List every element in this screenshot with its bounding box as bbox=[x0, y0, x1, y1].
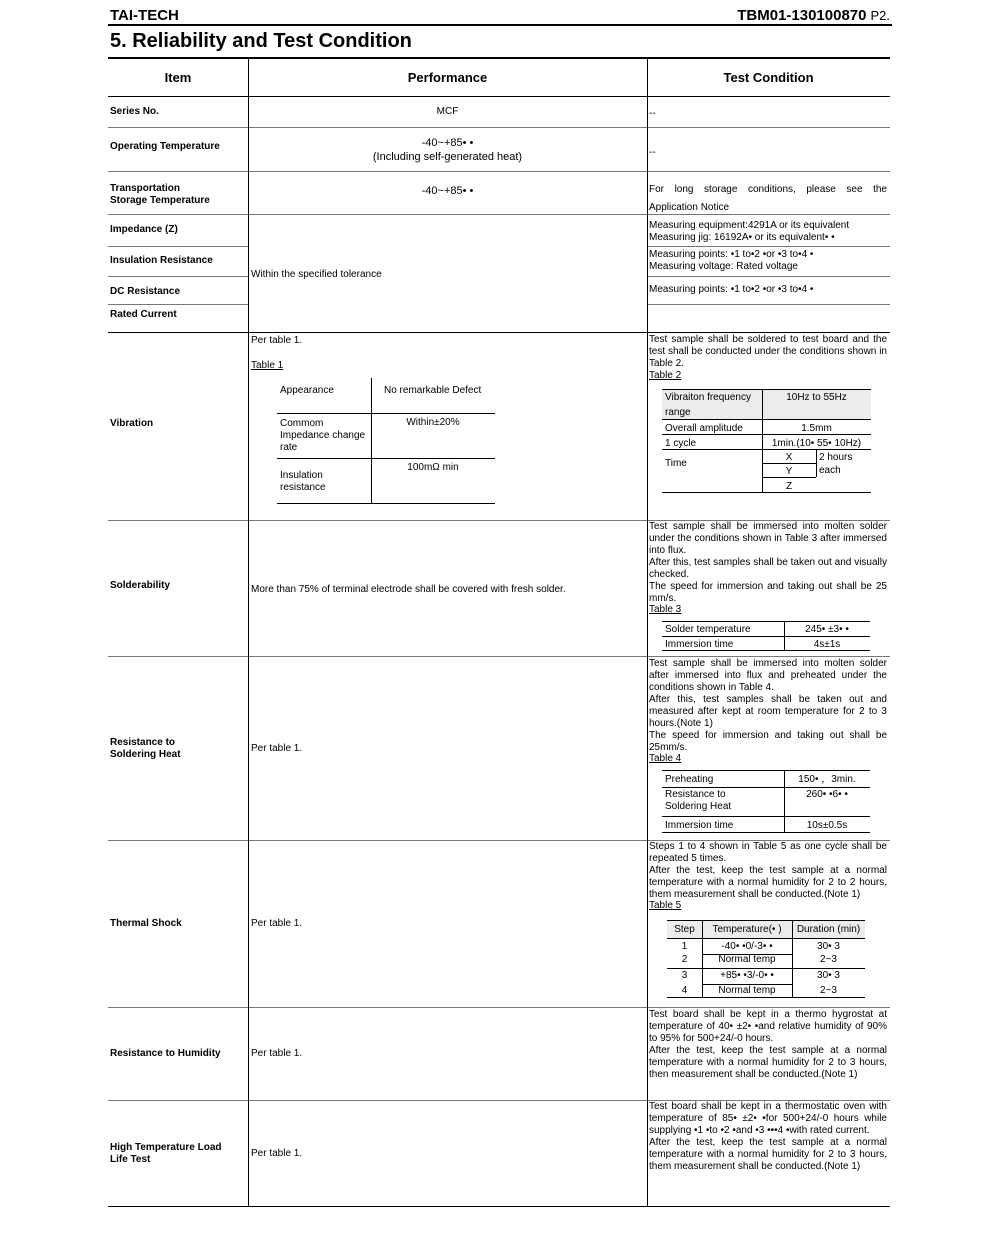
row-divider bbox=[108, 656, 890, 657]
table5-step: 4 bbox=[681, 985, 688, 996]
table5-step: 3 bbox=[681, 970, 688, 981]
table4-resistance-line2: Soldering Heat bbox=[665, 801, 732, 812]
item-dc-resistance: DC Resistance bbox=[110, 286, 181, 297]
table1-insulation bbox=[280, 470, 326, 494]
column-header-item: Item bbox=[164, 70, 192, 85]
test-vibration: Test sample shall be soldered to test board and the test shall be conducted under the conditions shown in Table 2. bbox=[649, 334, 887, 369]
table2-label: Table 2 bbox=[649, 370, 682, 381]
item-transportation-storage bbox=[110, 183, 210, 207]
row-divider bbox=[647, 276, 890, 277]
table5-header-duration: Duration (min) bbox=[796, 924, 861, 935]
table1-insulation-line1: Insulation bbox=[280, 470, 323, 481]
table-top-border bbox=[108, 57, 890, 59]
page-number: P2. bbox=[870, 8, 890, 23]
table1-divider bbox=[371, 378, 372, 503]
row-divider bbox=[108, 246, 248, 247]
test-solderability-line2: After this, test samples shall be taken out and visually checked. bbox=[649, 557, 887, 580]
item-rated-current: Rated Current bbox=[110, 309, 177, 320]
item-storage-temperature: Storage Temperature bbox=[110, 195, 210, 206]
table1-impedance-line2: Impedance change bbox=[280, 430, 366, 441]
table-bottom-border bbox=[108, 1206, 890, 1207]
table4-preheating: Preheating bbox=[665, 774, 714, 785]
table5-step: 2 bbox=[681, 954, 688, 965]
row-divider bbox=[108, 1007, 890, 1008]
performance-humidity: Per table 1. bbox=[251, 1048, 303, 1059]
table5-header-step: Step bbox=[674, 924, 695, 935]
table4-rule bbox=[662, 832, 870, 833]
table5-temperature: -40• •0/-3• • bbox=[721, 941, 773, 952]
table2-cycle-value: 1min.(10• 55• 10Hz) bbox=[771, 438, 862, 449]
table1-rule bbox=[277, 413, 495, 414]
column-divider bbox=[647, 57, 648, 1207]
table5-temperature: Normal temp bbox=[718, 985, 776, 996]
table5-rule bbox=[667, 938, 865, 939]
test-solderability-line1: Test sample shall be immersed into molten solder under the conditions shown in Table 3 after immersed into flux. bbox=[649, 521, 887, 556]
table1-impedance-value: Within±20% bbox=[406, 417, 460, 428]
table5-label: Table 5 bbox=[649, 900, 682, 911]
test-thermal-shock-line2: After the test, keep the test sample at a normal temperature with a normal humidity for 2 to 2 hours, them measurement shall be conducted.(Note 1) bbox=[649, 865, 887, 900]
table2-cycle: 1 cycle bbox=[665, 438, 697, 449]
table5-rule bbox=[667, 920, 865, 921]
row-divider bbox=[108, 332, 890, 333]
table5-rule bbox=[667, 968, 865, 969]
test-humidity-line1: Test board shall be kept in a thermo hygrostat at temperature of 40• ±2• •and relative humidity of 90% to 95% for 500+24/-0 hours. bbox=[649, 1009, 887, 1044]
table2-hours-line1: 2 hours bbox=[819, 452, 853, 463]
table4-preheating-value: 150• ，3min. bbox=[798, 774, 856, 785]
test-impedance-jig: Measuring jig: 16192A• or its equivalent• • bbox=[649, 232, 835, 243]
table2-amplitude: Overall amplitude bbox=[665, 423, 743, 434]
table2-hours bbox=[819, 451, 852, 477]
test-impedance-equipment: Measuring equipment:4291A or its equivalent bbox=[649, 220, 850, 231]
table3-rule bbox=[662, 621, 870, 622]
test-storage-line2: Application Notice bbox=[649, 202, 730, 213]
table3-temperature-value: 245• ±3• • bbox=[805, 624, 849, 635]
item-soldering-heat bbox=[110, 737, 181, 761]
item-insulation-resistance: Insulation Resistance bbox=[110, 255, 213, 266]
header-rule bbox=[108, 24, 892, 26]
header-bottom-border bbox=[108, 96, 890, 97]
test-soldering-heat-line3: The speed for immersion and taking out shall be 25mm/s. bbox=[649, 730, 887, 753]
table1-insulation-line2: resistance bbox=[280, 482, 326, 493]
performance-operating-note: (Including self-generated heat) bbox=[372, 151, 523, 163]
table1-appearance-value: No remarkable Defect bbox=[384, 385, 482, 396]
table4-rule bbox=[662, 816, 870, 817]
item-soldering-heat-line2: Soldering Heat bbox=[110, 749, 181, 760]
test-storage-line1: For long storage conditions, please see the bbox=[649, 184, 887, 195]
table4-rule bbox=[662, 770, 870, 771]
table3-temperature: Solder temperature bbox=[665, 624, 751, 635]
table1-rule bbox=[277, 458, 495, 459]
row-divider bbox=[108, 127, 890, 128]
performance-vibration-per-table: Per table 1. bbox=[251, 335, 303, 346]
performance-storage-temperature: -40~+85• • bbox=[421, 185, 474, 197]
table2-amplitude-value: 1.5mm bbox=[801, 423, 832, 434]
table3-immersion-value: 4s±1s bbox=[813, 639, 841, 650]
table3-immersion-time: Immersion time bbox=[665, 639, 734, 650]
document-number-text: TBM01-130100870 bbox=[737, 7, 867, 24]
item-life-test-line2: Life Test bbox=[110, 1154, 151, 1165]
performance-operating-temperature bbox=[248, 136, 647, 164]
test-soldering-heat bbox=[649, 658, 887, 754]
item-operating-temperature: Operating Temperature bbox=[110, 141, 220, 152]
test-series-no: -- bbox=[649, 108, 656, 119]
table1-impedance-line3: rate bbox=[280, 442, 298, 453]
table4-resistance-line1: Resistance to bbox=[665, 789, 726, 800]
column-header-test-condition: Test Condition bbox=[723, 70, 814, 85]
test-insulation-points: Measuring points: •1 to•2 •or •3 to•4 • bbox=[649, 249, 814, 260]
test-solderability-line3: The speed for immersion and taking out shall be 25 mm/s. bbox=[649, 581, 887, 604]
table2-time: Time bbox=[665, 458, 687, 469]
item-vibration: Vibration bbox=[110, 418, 154, 429]
table5-duration: 2~3 bbox=[820, 954, 837, 965]
table1-impedance-line1: Commom bbox=[280, 418, 324, 429]
table2-axis-z: Z bbox=[785, 481, 793, 492]
brand-name: TAI-TECH bbox=[110, 7, 179, 24]
test-soldering-heat-line2: After this, test samples shall be taken out and measured after kept at room temperature for 2 to 3 hours.(Note 1) bbox=[649, 694, 887, 729]
performance-operating-range: -40~+85• • bbox=[421, 137, 474, 149]
item-impedance: Impedance (Z) bbox=[110, 224, 178, 235]
page-title: 5. Reliability and Test Condition bbox=[110, 30, 412, 52]
table2-frequency bbox=[665, 390, 751, 420]
test-thermal-shock bbox=[649, 841, 887, 901]
performance-thermal-shock: Per table 1. bbox=[251, 918, 303, 929]
table2-axis-y: Y bbox=[785, 466, 793, 477]
table2-frequency-line2: range bbox=[665, 407, 691, 418]
test-solderability bbox=[649, 521, 887, 605]
row-divider bbox=[647, 304, 890, 305]
performance-soldering-heat: Per table 1. bbox=[251, 743, 303, 754]
performance-solderability: More than 75% of terminal electrode shall be covered with fresh solder. bbox=[251, 584, 566, 595]
test-storage-temperature bbox=[649, 181, 887, 217]
test-life bbox=[649, 1101, 887, 1173]
table5-temperature: +85• •3/-0• • bbox=[720, 970, 774, 981]
table3-rule bbox=[662, 636, 870, 637]
test-insulation-voltage: Measuring voltage: Rated voltage bbox=[649, 261, 798, 272]
table5-temperature: Normal temp bbox=[718, 954, 776, 965]
test-operating-temperature: -- bbox=[649, 147, 656, 158]
table5-duration: 30• 3 bbox=[817, 941, 840, 952]
row-divider bbox=[647, 246, 890, 247]
row-divider bbox=[108, 171, 890, 172]
item-soldering-heat-line1: Resistance to bbox=[110, 737, 176, 748]
column-divider bbox=[248, 57, 249, 1207]
table4-rule bbox=[662, 787, 870, 788]
performance-within-tolerance: Within the specified tolerance bbox=[251, 269, 382, 280]
table4-resistance bbox=[665, 789, 731, 813]
table2-axis-x: X bbox=[785, 452, 793, 463]
table1-impedance bbox=[280, 418, 365, 454]
table1-rule bbox=[277, 503, 495, 504]
test-insulation bbox=[649, 249, 889, 273]
item-solderability: Solderability bbox=[110, 580, 171, 591]
table1-label: Table 1 bbox=[251, 360, 284, 371]
column-header-performance: Performance bbox=[407, 70, 488, 85]
performance-life-test: Per table 1. bbox=[251, 1148, 303, 1159]
test-humidity bbox=[649, 1009, 887, 1081]
test-dc-resistance: Measuring points: •1 to•2 •or •3 to•4 • bbox=[649, 284, 814, 295]
test-humidity-line2: After the test, keep the test sample at a normal temperature with a normal humidity for 2 to 3 hours, then measurement shall be conducted.(Note 1) bbox=[649, 1045, 887, 1080]
item-transportation: Transportation bbox=[110, 183, 181, 194]
item-thermal-shock: Thermal Shock bbox=[110, 918, 182, 929]
table5-header-temperature: Temperature(• ) bbox=[712, 924, 782, 935]
table5-rule bbox=[667, 997, 865, 998]
test-impedance bbox=[649, 220, 889, 244]
table2-frequency-line1: Vibraiton frequency bbox=[665, 392, 751, 403]
item-life-test-line1: High Temperature Load bbox=[110, 1142, 222, 1153]
table4-immersion-value: 10s±0.5s bbox=[806, 820, 848, 831]
test-soldering-heat-line1: Test sample shall be immersed into molten solder after immersed into flux and preheated under the conditions shown in Table 4. bbox=[649, 658, 887, 693]
table4-label: Table 4 bbox=[649, 753, 682, 764]
table2-divider bbox=[816, 449, 817, 477]
performance-series-no: MCF bbox=[436, 106, 459, 117]
document-number bbox=[737, 7, 890, 24]
test-life-line2: After the test, keep the test sample at a normal temperature with a normal humidity for 2 to 3 hours, them measurement shall be conducted.(Note 1) bbox=[649, 1137, 887, 1172]
table5-duration: 30• 3 bbox=[817, 970, 840, 981]
table5-step: 1 bbox=[681, 941, 688, 952]
table3-label: Table 3 bbox=[649, 604, 682, 615]
table4-resistance-value: 260• •6• • bbox=[806, 789, 848, 800]
item-life-test bbox=[110, 1142, 222, 1166]
row-divider bbox=[108, 276, 248, 277]
table5-duration: 2~3 bbox=[820, 985, 837, 996]
table1-appearance: Appearance bbox=[280, 385, 334, 396]
row-divider bbox=[108, 304, 248, 305]
test-thermal-shock-line1: Steps 1 to 4 shown in Table 5 as one cycle shall be repeated 5 times. bbox=[649, 841, 887, 864]
table2-frequency-value: 10Hz to 55Hz bbox=[786, 392, 847, 403]
table1-insulation-value: 100mΩ min bbox=[407, 462, 459, 473]
test-life-line1: Test board shall be kept in a thermostatic oven with temperature of 85• ±2• •for 500+24/-0 hours while supplying •1 •to •2 •and •3 •••4 •with rated current. bbox=[649, 1101, 887, 1136]
table4-immersion: Immersion time bbox=[665, 820, 734, 831]
table2-hours-line2: each bbox=[819, 465, 841, 476]
item-humidity: Resistance to Humidity bbox=[110, 1048, 221, 1059]
item-series-no: Series No. bbox=[110, 106, 159, 117]
